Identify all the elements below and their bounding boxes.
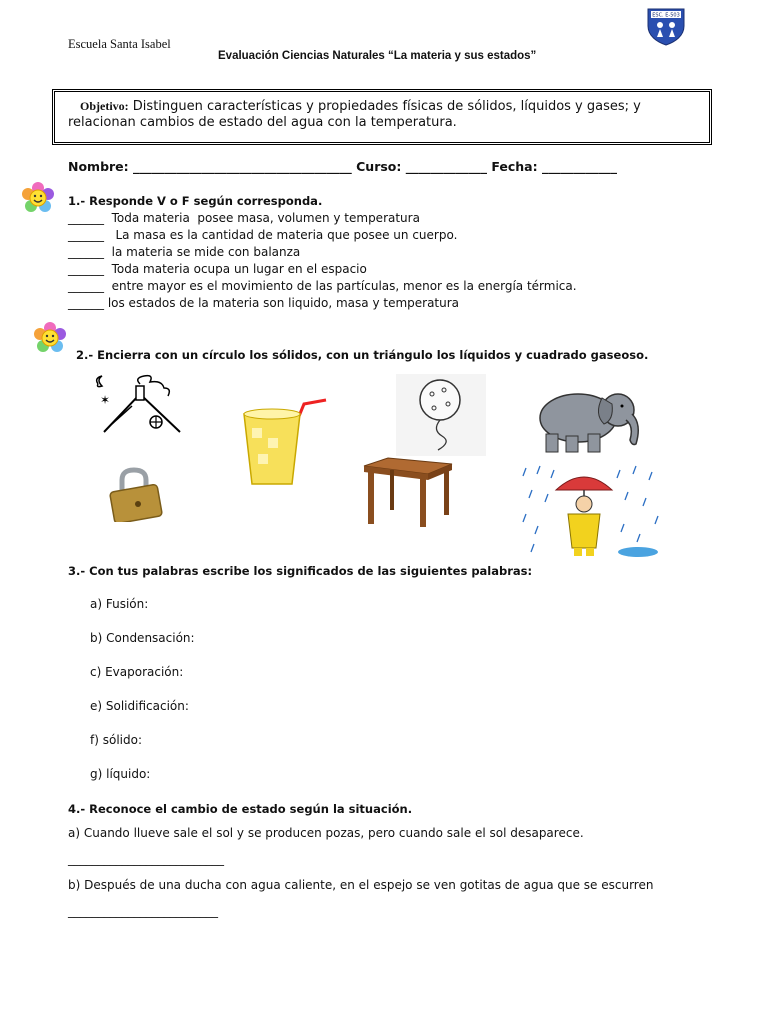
definition-item: f) sólido: — [90, 733, 142, 747]
objective — [68, 98, 698, 131]
wooden-table-image — [362, 456, 454, 528]
page-title: Evaluación Ciencias Naturales “La materia y sus estados” — [218, 50, 537, 62]
svg-text:✶: ✶ — [100, 393, 111, 407]
definition-item: b) Condensación: — [90, 631, 195, 645]
objective-text: Distinguen características y propiedades físicas de sólidos, líquidos y gases; y relacionan cambios de estado del agua con la temperatura. — [68, 99, 641, 130]
tf-item[interactable]: ______ los estados de la materia son liquido, masa y temperatura — [68, 296, 460, 310]
situation-b: b) Después de una ducha con agua caliente, en el espejo se ven gotitas de agua que se escurren — [68, 878, 654, 892]
elephant-image — [532, 384, 644, 454]
school-name: Escuela Santa Isabel — [68, 37, 171, 51]
answer-line-a[interactable]: __________________________ — [68, 852, 224, 866]
tf-item[interactable]: ______ Toda materia posee masa, volumen y temperatura — [68, 211, 420, 225]
flower-smiley-icon — [22, 182, 54, 214]
logo-text: ESC. E-503 — [652, 12, 680, 19]
tf-item[interactable]: ______ La masa es la cantidad de materia que posee un cuerpo. — [68, 228, 458, 242]
question-2-heading: 2.- Encierra con un círculo los sólidos, con un triángulo los líquidos y cuadrado gaseoso. — [76, 348, 649, 362]
situation-a: a) Cuando llueve sale el sol y se producen pozas, pero cuando sale el sol desaparece. — [68, 826, 584, 840]
rain-umbrella-image — [520, 464, 664, 560]
definition-item: g) líquido: — [90, 767, 151, 781]
objective-label: Objetivo: — [80, 99, 129, 113]
house-smoke-image — [92, 374, 184, 436]
question-1-heading: 1.- Responde V o F según corresponda. — [68, 194, 323, 208]
padlock-image — [104, 466, 166, 522]
juice-glass-image — [238, 398, 328, 490]
question-3-heading: 3.- Con tus palabras escribe los significados de las siguientes palabras: — [68, 564, 533, 578]
definition-item: c) Evaporación: — [90, 665, 184, 679]
definition-item: e) Solidificación: — [90, 699, 189, 713]
student-info-line[interactable]: Nombre: ___________________________________ Curso: _____________ Fecha: ____________ — [68, 159, 617, 174]
question-4-heading: 4.- Reconoce el cambio de estado según la situación. — [68, 802, 413, 816]
school-logo — [645, 6, 687, 46]
tf-item[interactable]: ______ la materia se mide con balanza — [68, 245, 301, 259]
tf-item[interactable]: ______ entre mayor es el movimiento de las partículas, menor es la energía térmica. — [68, 279, 577, 293]
answer-line-b[interactable]: _________________________ — [68, 904, 218, 918]
flower-smiley-icon — [34, 322, 66, 354]
tf-item[interactable]: ______ Toda materia ocupa un lugar en el espacio — [68, 262, 367, 276]
definition-item: a) Fusión: — [90, 597, 149, 611]
balloon-image — [396, 374, 486, 456]
